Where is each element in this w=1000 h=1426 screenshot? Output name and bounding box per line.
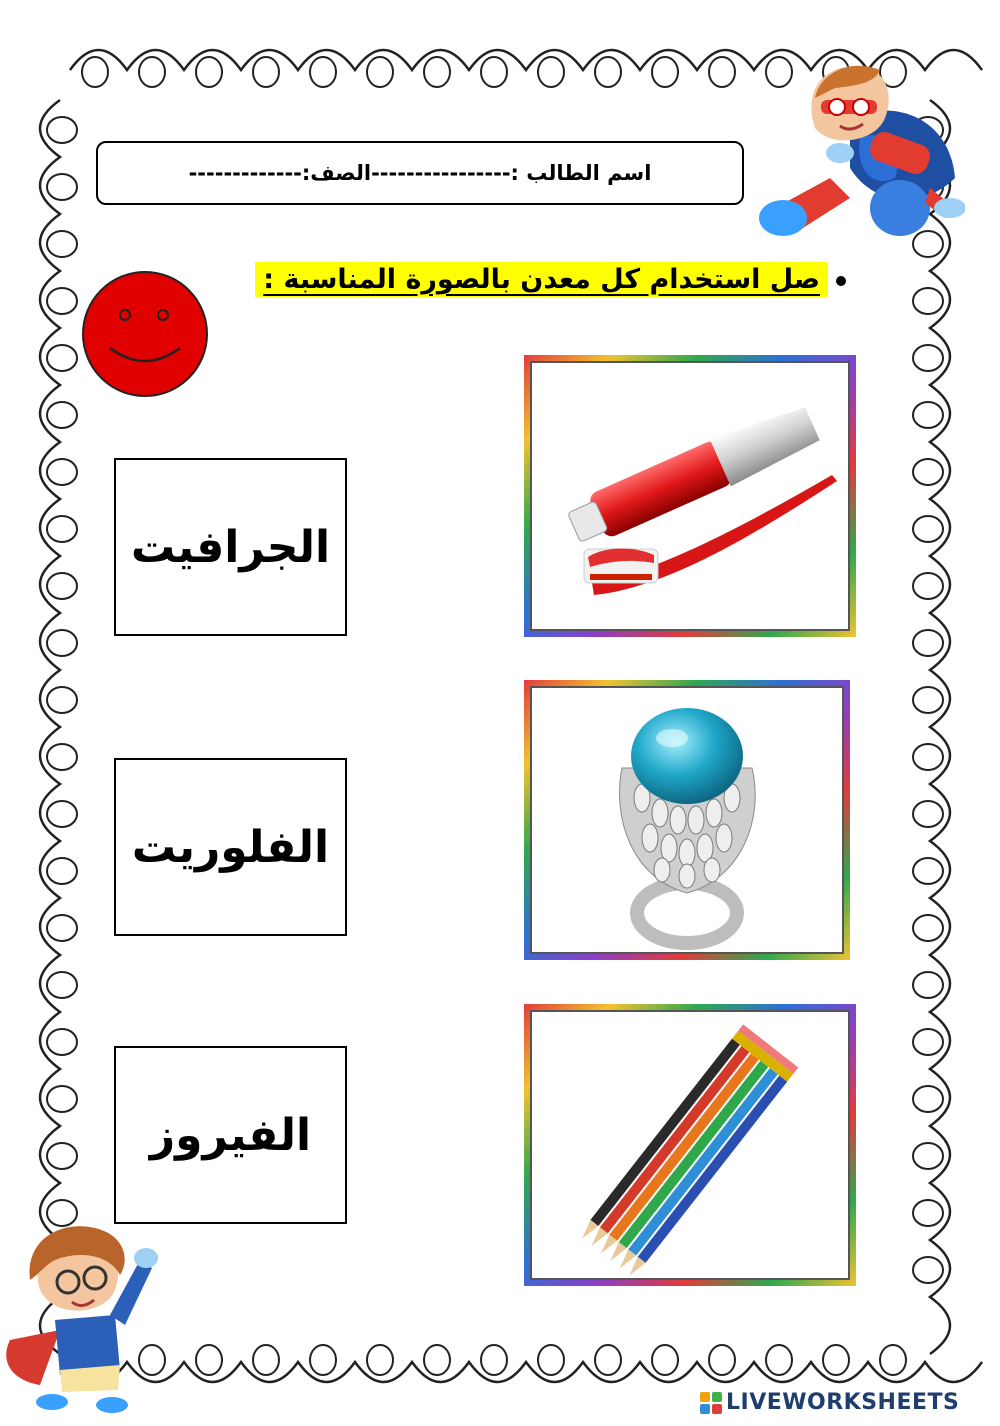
border-loop	[880, 1345, 906, 1375]
border-loop	[913, 1143, 943, 1169]
border-loop	[139, 57, 165, 87]
border-loop	[913, 858, 943, 884]
border-loop	[595, 1345, 621, 1375]
border-loop	[424, 1345, 450, 1375]
border-loop	[47, 573, 77, 599]
border-loop	[913, 1029, 943, 1055]
class-blank[interactable]: -------------	[188, 161, 302, 185]
border-loop	[253, 1345, 279, 1375]
border-loop	[709, 57, 735, 87]
student-name-blank[interactable]: ----------------	[371, 161, 511, 185]
colored-pencils-icon	[532, 1012, 848, 1278]
border-loop	[913, 1200, 943, 1226]
border-loop	[913, 402, 943, 428]
word-turquoise: الفيروز	[149, 1109, 312, 1161]
border-loop	[766, 1345, 792, 1375]
border-loop	[47, 459, 77, 485]
border-loop	[47, 972, 77, 998]
border-loop	[538, 1345, 564, 1375]
border-loop	[47, 288, 77, 314]
border-loop	[196, 57, 222, 87]
border-loop	[253, 57, 279, 87]
liveworksheets-logo[interactable]	[700, 1390, 959, 1415]
border-loop	[913, 573, 943, 599]
turquoise-ring-icon	[532, 688, 842, 952]
picture-frame-ring[interactable]	[524, 680, 850, 960]
student-info-box	[96, 141, 744, 205]
border-loop	[652, 1345, 678, 1375]
instruction-bullet	[836, 276, 846, 286]
border-loop	[913, 516, 943, 542]
border-loop	[367, 57, 393, 87]
border-loop	[913, 744, 943, 770]
border-loop	[310, 57, 336, 87]
border-loop	[47, 915, 77, 941]
border-loop	[913, 630, 943, 656]
border-loop	[652, 57, 678, 87]
superhero-kid-bottom-icon	[0, 1220, 160, 1415]
border-loop	[47, 801, 77, 827]
border-loop	[481, 57, 507, 87]
border-loop	[47, 1086, 77, 1112]
border-loop	[47, 516, 77, 542]
border-loop	[913, 345, 943, 371]
border-loop	[913, 1257, 943, 1283]
border-loop	[913, 687, 943, 713]
border-loop	[82, 57, 108, 87]
border-loop	[47, 174, 77, 200]
border-loop	[913, 459, 943, 485]
liveworksheets-mark-icon	[700, 1392, 722, 1414]
border-loop	[823, 1345, 849, 1375]
border-loop	[47, 1029, 77, 1055]
toothpaste-and-toothbrush-icon	[532, 363, 848, 629]
smiley-face-icon	[80, 270, 210, 398]
border-loop	[913, 288, 943, 314]
border-loop	[196, 1345, 222, 1375]
border-loop	[47, 1143, 77, 1169]
border-loop	[47, 231, 77, 257]
border-loop	[47, 402, 77, 428]
word-graphite: الجرافيت	[130, 521, 331, 573]
student-name-label: اسم الطالب :	[510, 161, 652, 185]
border-loop	[913, 1086, 943, 1112]
word-box-turquoise[interactable]	[114, 1046, 347, 1224]
border-loop	[47, 345, 77, 371]
word-box-graphite[interactable]	[114, 458, 347, 636]
border-loop	[913, 915, 943, 941]
border-loop	[709, 1345, 735, 1375]
superhero-kid-top-icon	[755, 58, 965, 248]
student-info-line	[98, 143, 742, 203]
border-loop	[47, 687, 77, 713]
instruction-text: صل استخدام كل معدن بالصورة المناسبة :	[255, 262, 828, 297]
border-loop	[481, 1345, 507, 1375]
word-fluorite: الفلوريت	[131, 821, 330, 873]
picture-frame-pencils[interactable]	[524, 1004, 856, 1286]
border-loop	[47, 630, 77, 656]
border-loop	[913, 801, 943, 827]
border-loop	[538, 57, 564, 87]
border-loop	[47, 744, 77, 770]
border-loop	[424, 57, 450, 87]
liveworksheets-text: LIVEWORKSHEETS	[726, 1390, 960, 1415]
border-loop	[595, 57, 621, 87]
border-loop	[913, 972, 943, 998]
picture-frame-toothpaste[interactable]	[524, 355, 856, 637]
class-label: الصف:	[301, 161, 372, 185]
border-loop	[47, 858, 77, 884]
border-loop	[47, 117, 77, 143]
border-loop	[367, 1345, 393, 1375]
border-loop	[310, 1345, 336, 1375]
word-box-fluorite[interactable]	[114, 758, 347, 936]
